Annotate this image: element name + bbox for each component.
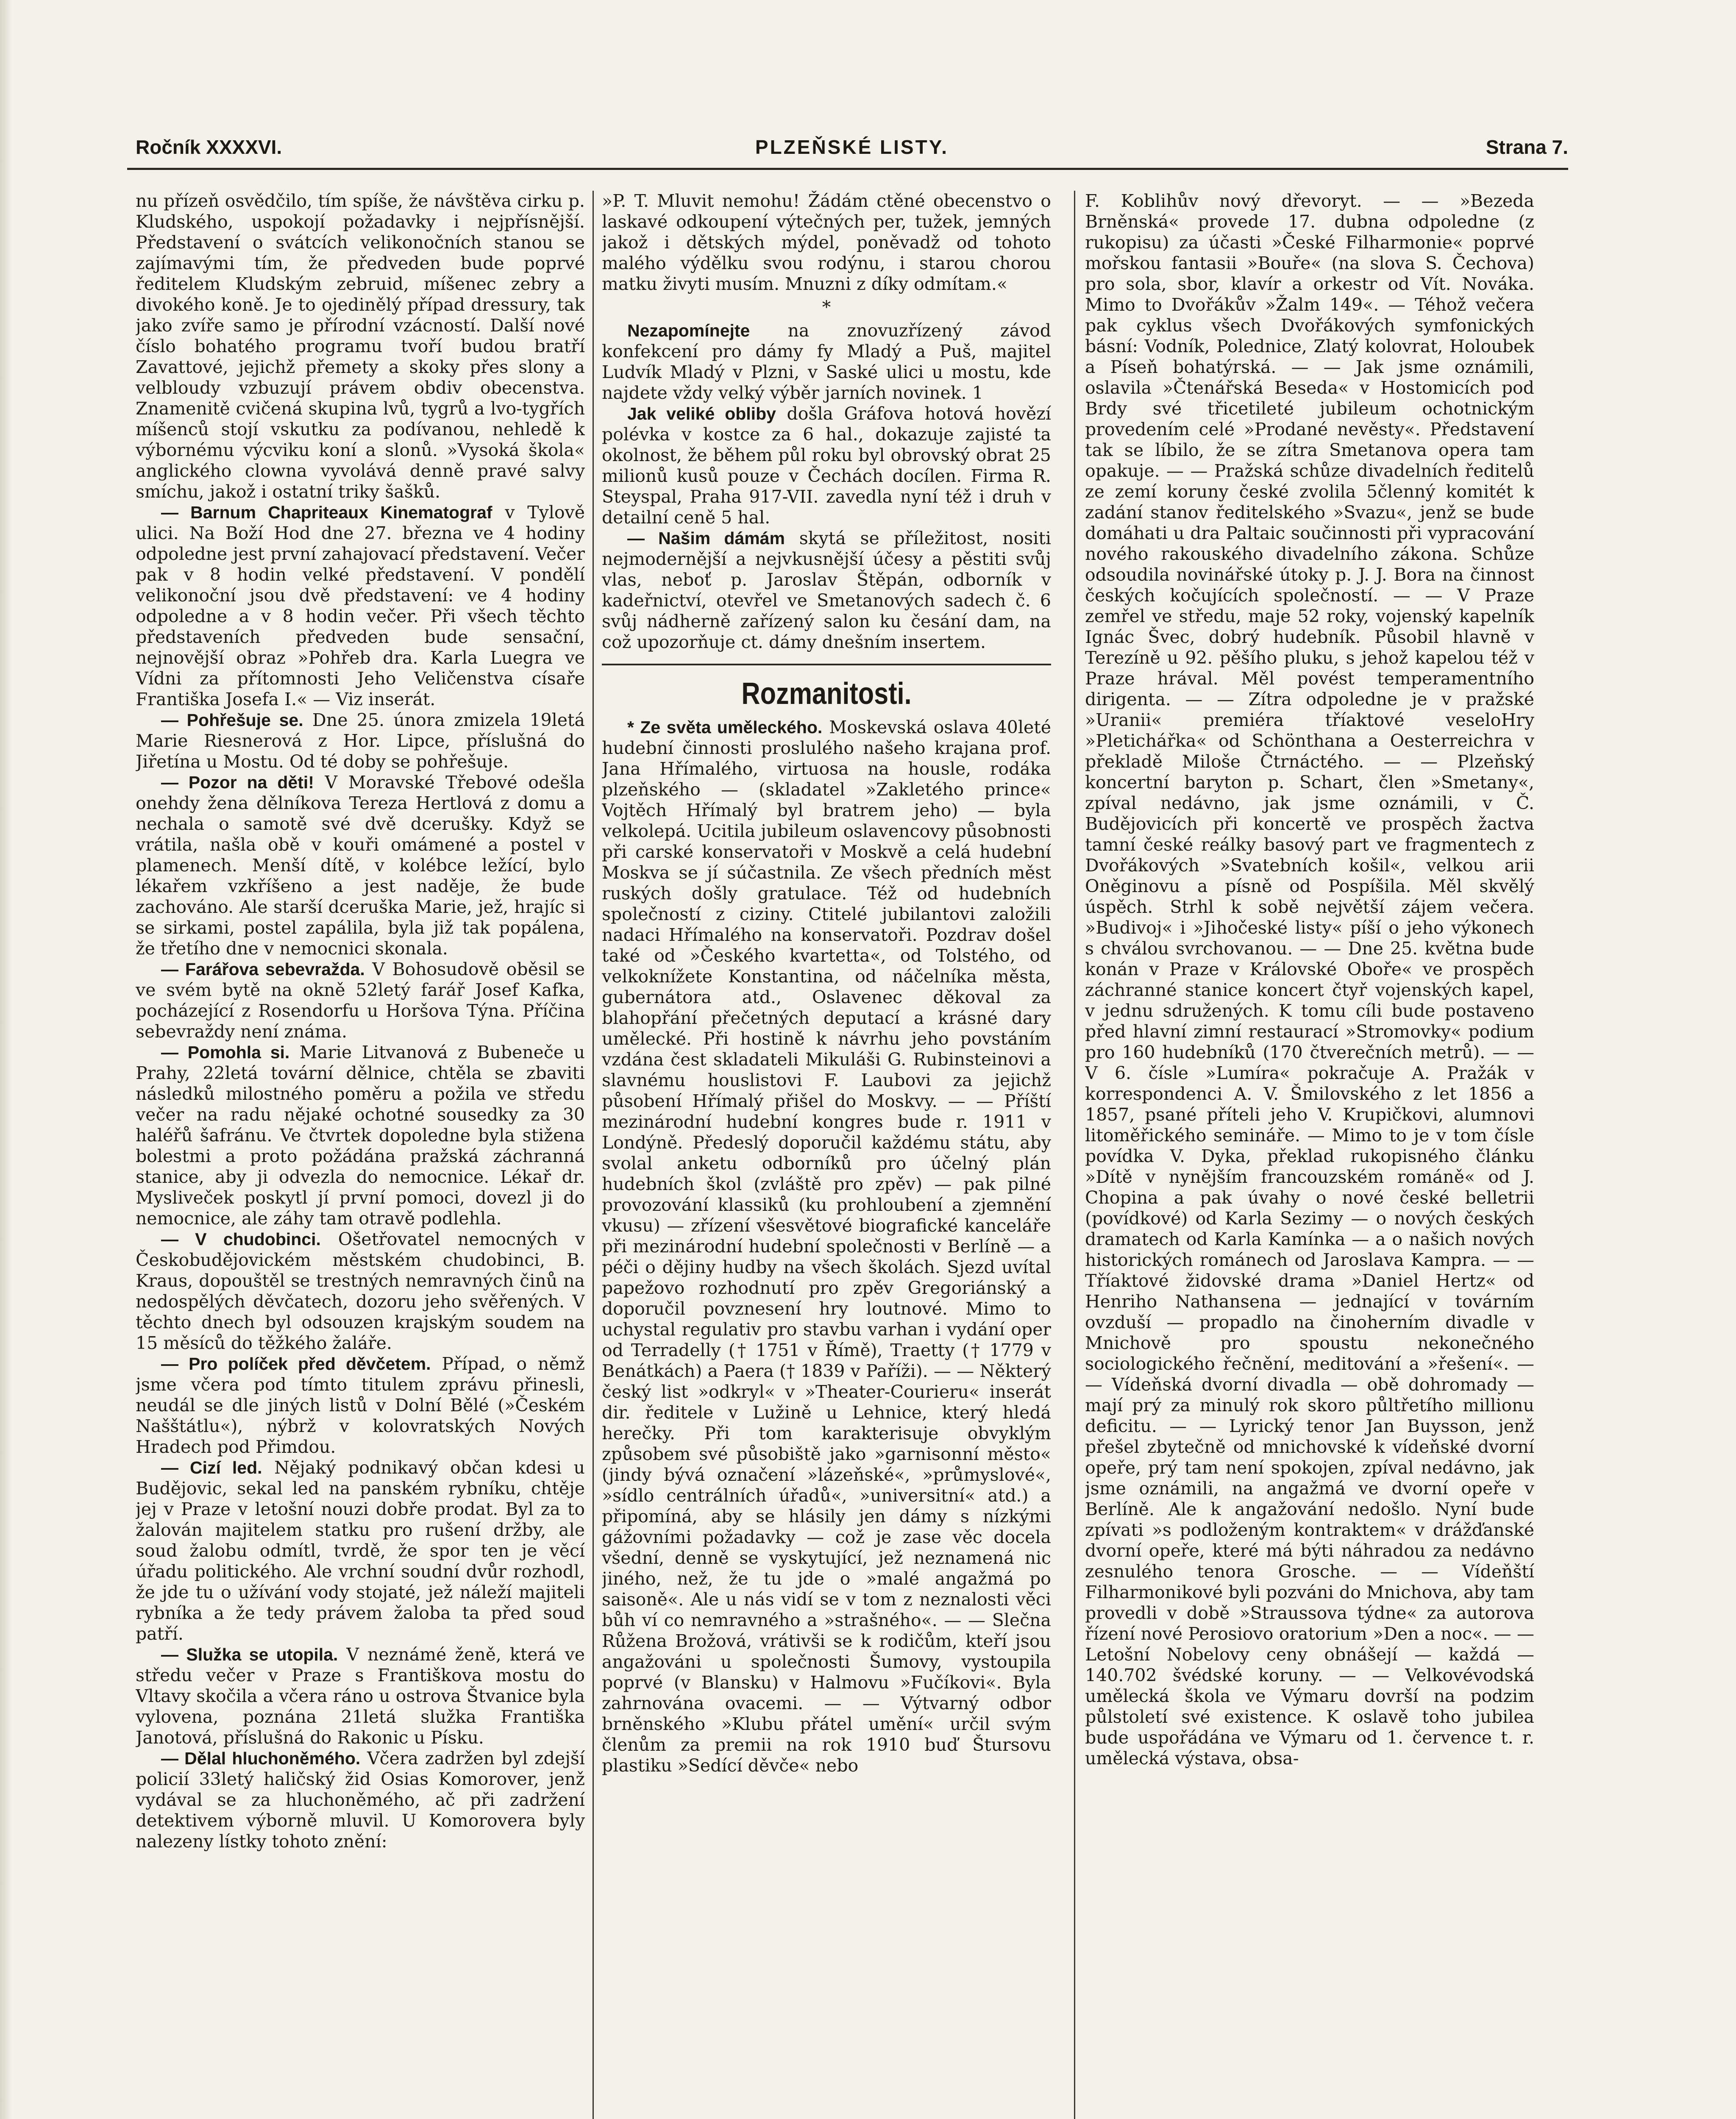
article [136,710,585,772]
article [602,717,1051,1776]
article-text: nu přízeň osvědčilo, tím spíše, že návštěva cirku p. Kludského, uspokojí požadavky i nejpřísnější. Představení o svátcích velikonočních stanou se zajímavými tím, že předveden bude poprvé ředitelem Kludským zebruid, míšenec zebry a divokého koně. Je to ojedinělý případ dressury, tak jako zvíře samo je přírodní vzácností. Další nové číslo bohatého programu tvoří budou bratří Zavattové, jejichž přemety a skoky přes slony a velbloudy vzbuzují právem obdiv obecenstva. Znamenitě cvičená skupina lvů, tygrů a lvo-tygřích míšenců stojí vskutku za podívanou, nehledě k výbornému výcviku koní a slonů. »Vysoká škola« anglického clowna vyvolává denně pravé salvy smíchu, jakož i ostatní triky šašků. [136,191,585,502]
separator-asterisk: * [822,297,831,317]
column-divider [593,191,594,2119]
column-2 [602,191,1051,2119]
ad-text: skytá se příležitost, nositi nejmodernější a nejvkusnější účesy a pěstiti svůj vlas, neboť p. Jaroslav Štěpán, odborník v kadeřnictví, otevřel ve Smetanových sadech č. 6 svůj nádherně zařízený salon ku česání dam, na což upozorňuje ct. dámy dnešním insertem. [602,528,1051,652]
ad-text: na znovuzřízený závod konfekcení pro dámy fy Mladý a Puš, majitel Ludvík Mladý v Plzni, v Saské ulici u mostu, kde najdete vždy velký výběr jarních novinek. [602,320,1051,403]
article [136,1229,585,1354]
article-text: v Tylově ulici. Na Boží Hod dne 27. března ve 4 hodiny odpoledne jest první zahajovací představení. Večer pak v 8 hodin velké představení. V pondělí velikonoční jsou dvě představení: ve 4 hodiny odpoledne a v 8 hodin večer. Při všech těchto představeních předveden bude sensační, nejnovější obraz »Pohřeb dra. Karla Luegra ve Vídni za přítomnosti Jeho Veličenstva císaře Františka Josefa I.« — Viz inserát. [136,502,585,709]
article [136,959,585,1042]
ad-headline: Jak veliké obliby [627,404,776,423]
article [136,1354,585,1457]
section-rule [602,664,1051,665]
newspaper-title: PLZEŇSKÉ LISTY. [755,136,949,158]
article-headline: — Farářova sebevražda. [161,959,365,979]
article-text: Marie Litvanová z Bubeneče u Prahy, 22letá tovární dělnice, chtěla se zbaviti následků milostného poměru a požila ve středu večer na radu nějaké ochotné sousedky za 30 haléřů šafránu. Ve čtvrtek dopoledne byla stižena bolestmi a proto požádána pražská záchranná stanice, aby ji odvezla do nemocnice. Lékař dr. Mysliveček poskytl jí první pomoci, dovezl ji do nemocnice, ale záhy tam otravě podlehla. [136,1042,585,1229]
ad-text: došla Gráfova hotová hovězí polévka v kostce za 6 hal., dokazuje zajisté ta okolnost, že během půl roku byl obrovský obrat 25 milionů kusů pouze v Čechách docílen. Firma R. Steyspal, Praha 917-VII. zavedla nyní též i druh v detailní ceně 5 hal. [602,403,1051,528]
advertisement [602,403,1051,528]
header-rule [127,168,1568,170]
article-headline: — Pohřešuje se. [161,710,303,730]
article-text: Případ, o němž jsme včera pod tímto titulem zprávu přinesli, neudál se dle jiných listů v Dolní Bělé (»Českém Našštátlu«), nýbrž v kolovratských Nových Hradech pod Přimdou. [136,1354,585,1457]
article-text: Moskevská oslava 40leté hudební činnosti proslulého našeho krajana prof. Jana Hřímalého, virtuosa na housle, rodáka plzeňského — (skladatel »Zakletého prince« Vojtěch Hřímalý byl bratrem jeho) — byla velkolepá. Ucitila jubileum oslavencovy působnosti při carské konservatoři v Moskvě a celá hudební Moskva se jí súčastnila. Ze všech předních měst ruských došly gratulace. Též od hudebních společností z ciziny. Ctitelé jubilantovi založili nadaci Hřímalého na konservatoři. Pozdrav došel také od »Českého kvartetta«, od Tolstého, od velkoknížete Konstantina, od náčelníka města, gubernátora atd., Oslavenec děkoval za blahopřání přečetných deputací a krásné dary umělecké. Při hostině k návrhu jeho povstáním vzdána čest skladateli Mikuláši G. Rubinsteinovi a slavnému houslistovi F. Laubovi za jejichž působení Hřímalý přišel do Moskvy. — — Příští mezinárodní hudební kongres bude r. 1911 v Londýně. Předeslý doporučil každému státu, aby svolal anketu odborníků pro účelný plán hudebních škol (zvláště pro zpěv) — pak pilné provozování klassiků (ku prohloubení a zjemnění vkusu) — zřízení všesvětové biografické kanceláře při mezinárodní hudební společnosti v Berlíně — a péči o dějiny hudby na všech školách. Sjezd uvítal papežovo rozhodnutí pro zpěv Gregoriánský a doporučil povznesení hry loutnové. Mimo to uchystal regulativ pro stavbu varhan i vydání oper od Terradelly († 1751 v Římě), Traetty († 1779 v Benátkách) a Paera († 1839 v Paříži). — — Některý český list »odkryl« v »Theater-Courieru« inserát dir. ředitele v Lužině u Lehnice, který hledá herečky. Při tom karakterisuje obvyklým způsobem své působiště jako »garnisonní město« (jindy bývá označení »lázeňské«, »průmyslové«, »sídlo centrálních úřadů«, »universitní« atd.) a připomíná, aby se hlásily jen dámy s nízkými gážovními požadavky — což je zase věc docela všední, denně se vyskytující, jež neznamená nic jiného, než, že tu jde o »malé angažmá po saisoně«. Ale u nás vidí se v tom z neznalosti věci bůh ví co nemravného a »strašného«. — — Slečna Růžena Brožová, vrátivši se k rodičům, kteří jsou angažováni u společnosti Šumovy, vystoupila poprvé (v Blansku) v Halmovu »Fučíkovi«. Byla zahrnována ovacemi. — — Výtvarný odbor brněnského »Klubu přátel umění« určil svým členům za premii na rok 1910 buď Štursovu plastiku »Sedící děvče« nebo [602,717,1051,1776]
article-text: Nějaký podnikavý občan kdesi u Budějovic, sekal led na panském rybníku, chtěje jej v Praze v letošní nouzi dobře prodat. Byl za to žalován majitelem statku pro rušení držby, ale soud žalobu odmítl, tvrdě, že spor ten je věcí úřadu politického. Ale vrchní soudní dvůr rozhodl, že jde tu o užívání vody stojaté, jež náleží majiteli rybníka a že tedy právem žaloba ta před soud patří. [136,1457,585,1644]
volume-label: Ročník XXXXVI. [136,136,282,158]
article-text: Dne 25. února zmizela 19letá Marie Riesnerová z Hor. Lipce, příslušná do Jiřetína u Mostu. Od té doby se pohřešuje. [136,710,585,772]
article-text: Ošetřovatel nemocných v Českobudějovickém městském chudobinci, B. Kraus, dopouštěl se trestných nemravných činů na nedospělých děvčatech, dozoru jeho svěřených. V těchto dnech byl odsouzen krajským soudem na 15 měsíců do těžkého žaláře. [136,1229,585,1353]
article [136,1748,585,1852]
page-header [136,131,1568,170]
ad-headline: Nezapomínejte [627,321,750,340]
ad-headline: — Našim dámám [627,528,785,548]
article-text: Včera zadržen byl zdejší policií 33letý haličský žid Osias Komorover, jenž vydával se za hluchoněmého, ač při zadržení detektivem výborně mluvil. U Komorovera byly nalezeny lístky tohoto znění: [136,1748,585,1852]
advertisement [602,528,1051,653]
article [136,502,585,710]
column-3 [1085,191,1534,2119]
column-1 [136,191,585,2119]
article-headline: — Barnum Chapriteaux Kinematograf [161,503,492,522]
ad-mark: 1 [972,383,983,403]
article-headline: — Pozor na děti! [161,773,314,792]
article-text: »P. T. Mluvit nemohu! Žádám ctěné obecenstvo o laskavé odkoupení výtečných per, tužek, jemných jakož i dětských mýdel, poněvadž od tohoto malého výdělku svou rodýnu, i starou chorou matku živyti musím. Mnuzni z díky odmítam.« [602,191,1051,294]
article-headline: — Služka se utopila. [161,1645,338,1664]
article-headline: — Pro políček před děvčetem. [161,1354,431,1374]
article [136,1457,585,1644]
article-text: V Moravské Třebové odešla onehdy žena dělníkova Tereza Hertlová z domu a nechala o samotě své dvě dcerušky. Když se vrátila, našla obě v kouři omámené a postel v plamenech. Menší dítě, v kolébce ležící, bylo lékařem vzkříšeno a jest naděje, že bude zachováno. Ale starší dceruška Marie, jež, hrajíc si se sirkami, postel zapálila, byla již tak popálena, že třetího dne v nemocnici skonala. [136,772,585,959]
article-headline: — Pomohla si. [161,1043,290,1062]
article [136,772,585,959]
section-title: Rozmanitosti. [741,677,912,711]
page-edge-shadow [0,0,12,2119]
article [136,1042,585,1229]
column-divider [1074,191,1075,2119]
article-headline: — Dělal hluchoněmého. [161,1749,361,1768]
article-headline: — Cizí led. [161,1458,262,1477]
article-text: V neznámé ženě, která ve středu večer v Praze s Františkova mostu do Vltavy skočila a včera ráno u ostrova Štvanice byla vylovena, poznána 21letá služka Františka Janotová, příslušná do Rakonic u Písku. [136,1644,585,1748]
article [136,1644,585,1748]
advertisement [602,320,1051,403]
article-headline: — V chudobinci. [161,1229,321,1249]
article-headline: * Ze světa uměleckého. [627,717,823,737]
article-text: F. Koblihův nový dřevoryt. — — »Bezeda Brněnská« provede 17. dubna odpoledne (z rukopisu) za účasti »České Filharmonie« poprvé mořskou fantasii »Bouře« (na slova S. Čechova) pro sola, sbor, klavír a orkestr od Vít. Nováka. Mimo to Dvořákův »Žalm 149«. — Téhož večera pak cyklus všech Dvořákových symfonických básní: Vodník, Polednice, Zlatý kolovrat, Holoubek a Píseň bohatýrská. — — Jak jsme oznámili, oslavila »Čtenářská Beseda« v Hostomicích pod Brdy své třicetileté jubileum ochotnickým provedením celé »Prodané nevěsty«. Představení tak se líbilo, že se zítra Smetanova opera tam opakuje. — — Pražská schůze divadelních ředitelů ze zemí koruny české zvolila 5členný komitét k zadání stanov ředitelského »Svazu«, jenž se bude domáhati u dra Paltaic součinnosti při vypracování nového rakouského divadelního zákona. Schůze odsoudila novinářské útoky p. J. J. Bora na činnost českých kočujících společností. — — V Praze zemřel ve středu, maje 52 roky, vojenský kapelník Ignác Švec, dobrý hudebník. Působil hlavně v Terezíně u 92. pěšího pluku, s jehož kapelou též v Praze hrával. Měl povést temperamentního dirigenta. — — Zítra odpoledne je v pražské »Uranii« premiéra tříaktové veseloHry »Pletichářka« od Schönthana a Oesterreichra v překladě Miloše Čtrnáctého. — — Plzeňský koncertní baryton p. Schart, člen »Smetany«, zpíval nedávno, jak jsme oznámili, v Č. Budějovicích při koncertě ve prospěch žactva tamní české reálky basový part ve fragmentech z Dvořákových »Svatebních košil«, velkou arii Oněginovu a písně od Pospíšila. Měl skvělý úspěch. Strhl k sobě největší zájem večera. »Budivoj« i »Jihočeské listy« píší o jeho výkonech s chválou svrchovanou. — — Dne 25. května bude konán v Praze v Královské Oboře« ve prospěch záchranné stanice koncert čtyř vojenských kapel, v jednu sdružených. K tomu cíli bude postaveno před hlavní zimní restaurací »Stromovky« podium pro 160 hudebníků (170 čtverečních metrů). — — V 6. čísle »Lumíra« pokračuje A. Pražák v korrespondenci A. V. Šmilovského z let 1856 a 1857, psané příteli jeho V. Krupičkovi, alumnovi litoměřického semináře. — Mimo to je v tom čísle povídka V. Dyka, překlad rukopisného článku »Dítě v nynějším francouzském románě« od J. Chopina a pak úvahy o nové české belletrii (povídkové) od Karla Sezimy — o nových českých dramatech od Karla Kamínka — a o našich nových historických románech od Jaroslava Kampra. — — Tříaktové židovské drama »Daniel Hertz« od Henriho Nathansena — jednající v továrním ovzduší — propadlo na činoherním divadle v Mnichově pro spoustu nekonečného sociologického řečnění, meditování a »řešení«. — — Vídeňská dvorní divadla — obě dohromady — mají prý za minulý rok skoro půltřetího millionu deficitu. — — Lyrický tenor Jan Buysson, jenž přešel zbytečně od mnichovské k vídeňské dvorní opeře, prý tam není spokojen, zpíval nedávno, jak jsme oznámili, na angažmá ve dvorní opeře v Berlíně. Ale k angažování nedošlo. Nyní bude zpívati »s podloženým kontraktem« v drážďanské dvorní opeře, které má býti náhradou za nedávno zesnulého tenora Grosche. — — Vídeňští Filharmonikové byli pozváni do Mnichova, aby tam provedli v době »Straussova týdne« za autorova řízení nové Perosiovo oratorium »Den a noc«. — — Letošní Nobelovy ceny obnášejí — každá — 140.702 švédské koruny. — — Velkovévodská umělecká škola ve Výmaru dovrší na podzim půlstoletí své existence. K oslavě toho jubilea bude uspořádána ve Výmaru od 1. července t. r. umělecká výstava, obsa- [1085,191,1534,1769]
page-number: Strana 7. [1486,136,1568,158]
article-text: V Bohosudově oběsil se ve svém bytě na okně 52letý farář Josef Kafka, pocházející z Rosendorfu u Horšova Týna. Příčina sebevraždy není známa. [136,959,585,1042]
